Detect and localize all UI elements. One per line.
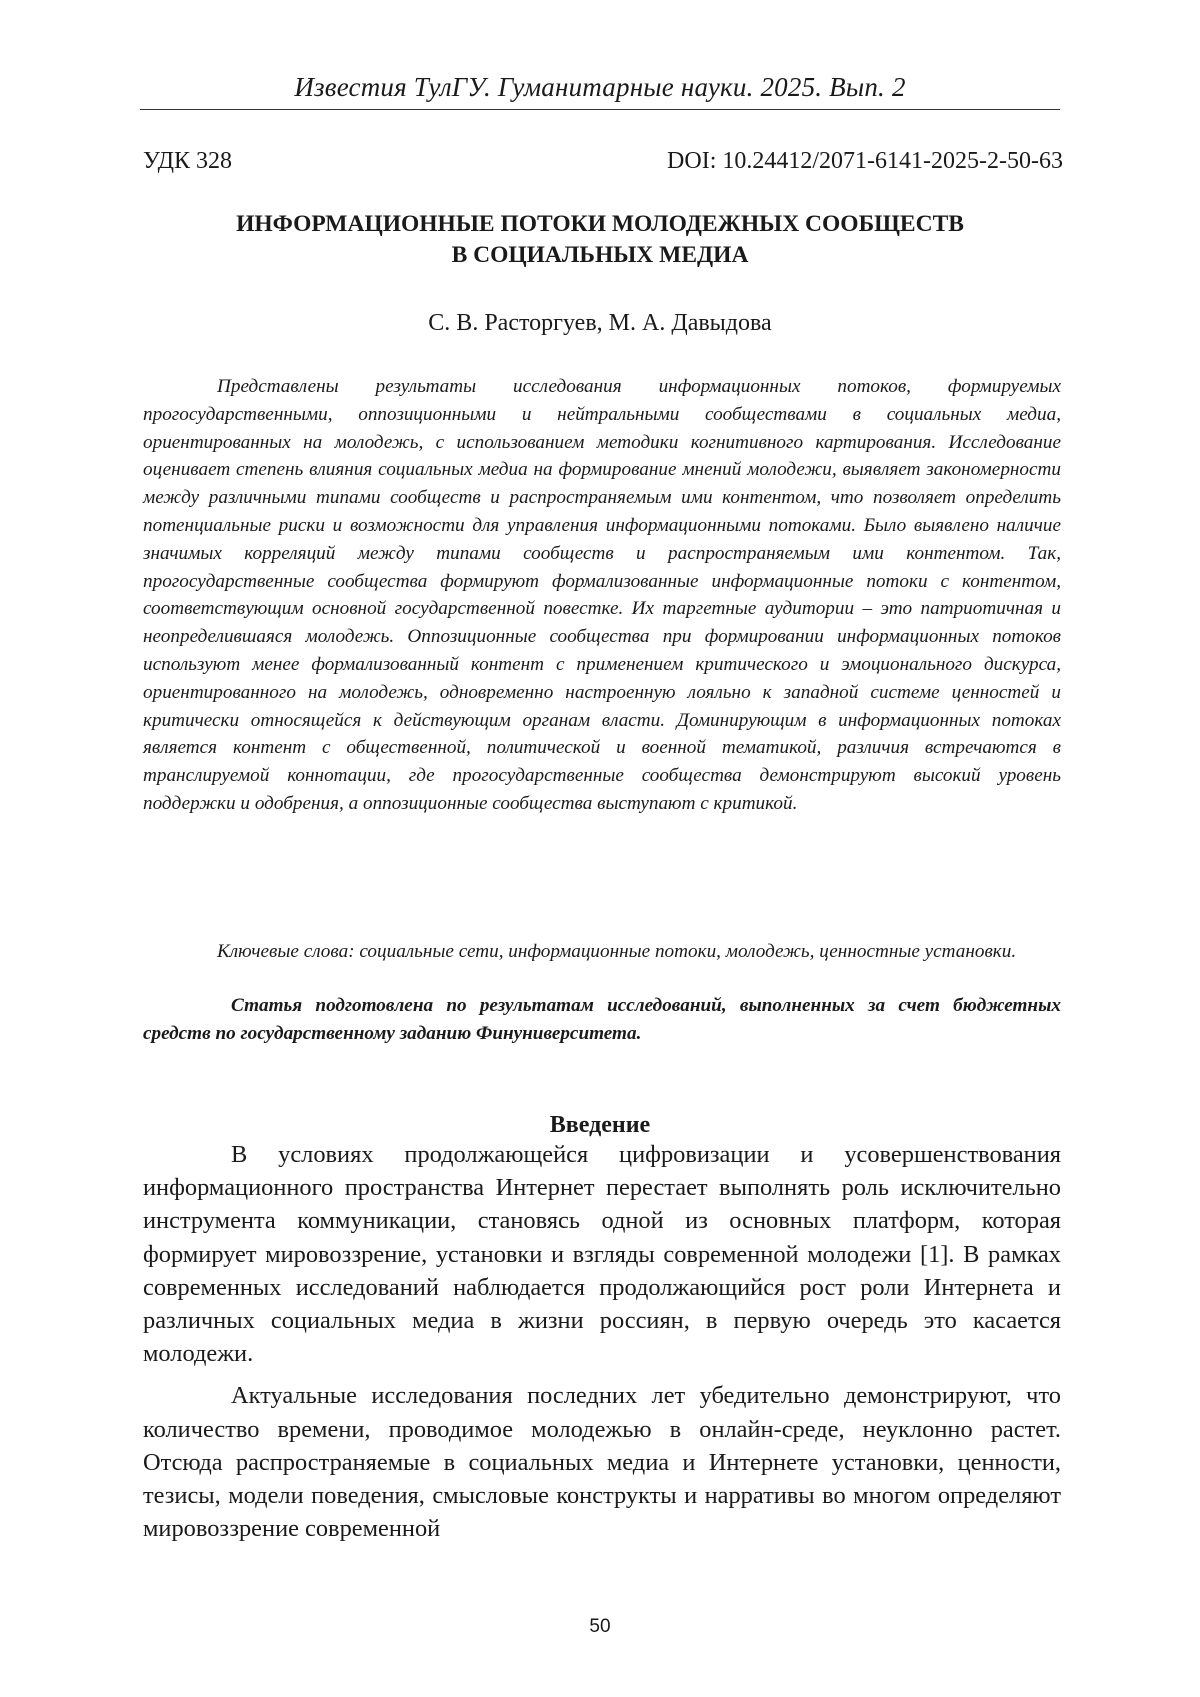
article-abstract [143, 373, 1061, 818]
article-keywords [143, 938, 1061, 966]
keywords-text: Ключевые слова: социальные сети, информационные потоки, молодежь, ценностные установки. [217, 941, 1017, 962]
udc-code: УДК 328 [143, 148, 232, 174]
header-divider [140, 109, 1060, 110]
funding-note [143, 992, 1061, 1048]
article-title [140, 209, 1060, 271]
funding-text: Статья подготовлена по результатам исследований, выполненных за счет бюджетных средств по государственному заданию Финуниверситета. [143, 995, 1061, 1044]
article-authors: С. В. Расторгуев, М. А. Давыдова [428, 310, 772, 336]
article-title-line-1: ИНФОРМАЦИОННЫЕ ПОТОКИ МОЛОДЕЖНЫХ СООБЩЕСТВ [236, 211, 964, 237]
doi-identifier: DOI: 10.24412/2071-6141-2025-2-50-63 [667, 148, 1063, 174]
section-heading-introduction: Введение [549, 1112, 651, 1138]
article-title-line-2: В СОЦИАЛЬНЫХ МЕДИА [451, 242, 749, 268]
page-number: 50 [589, 1616, 611, 1637]
introduction-body [143, 1138, 1061, 1545]
body-paragraph: Актуальные исследования последних лет убедительно демонстрируют, что количество времени, проводимое молодежью в онлайн-среде, неуклонно растет. Отсюда распространяемые в социальных медиа и Интернете установки, ценности, тезисы, модели поведения, смысловые конструкты и нарративы во многом определяют мировоззрение современной [143, 1382, 1061, 1543]
body-paragraph: В условиях продолжающейся цифровизации и усовершенствования информационного пространства Интернет перестает выполнять роль исключительно инструмента коммуникации, становясь одной из основных платформ, которая формирует мировоззрение, установки и взгляды современной молодежи [1]. В рамках современных исследований наблюдается продолжающийся рост роли Интернета и различных социальных медиа в жизни россиян, в первую очередь это касается молодежи. [143, 1141, 1061, 1368]
article-meta-row [143, 146, 1063, 176]
abstract-text: Представлены результаты исследования информационных потоков, формируемых прогосударственными, оппозиционными и нейтральными сообществами в социальных медиа, ориентированных на молодежь, с использованием методики когнитивного картирования. Исследование оценивает степень влияния социальных медиа на формирование мнений молодежи, выявляет закономерности между различными типами сообществ и распространяемым ими контентом, что позволяет определить потенциальные риски и возможности для управления информационными потоками. Было выявлено наличие значимых корреляций между типами сообществ и распространяемым ими контентом. Так, прогосударственные сообщества формируют формализованные информационные потоки с контентом, соответствующим основной государственной повестке. Их таргетные аудитории – это патриотичная и неопределившаяся молодежь. Оппозиционные сообщества при формировании информационных потоков используют менее формализованный контент с применением критического и эмоционального дискурса, ориентированного на молодежь, одновременно настроенную лояльно к западной системе ценностей и критически относящейся к действующим органам власти. Доминирующим в информационных потоках является контент с общественной, политической и военной тематикой, различия встречаются в транслируемой коннотации, где прогосударственные сообщества демонстрируют высокий уровень поддержки и одобрения, а оппозиционные сообщества выступают с критикой. [143, 376, 1061, 814]
journal-running-header: Известия ТулГУ. Гуманитарные науки. 2025. Вып. 2 [294, 72, 906, 102]
